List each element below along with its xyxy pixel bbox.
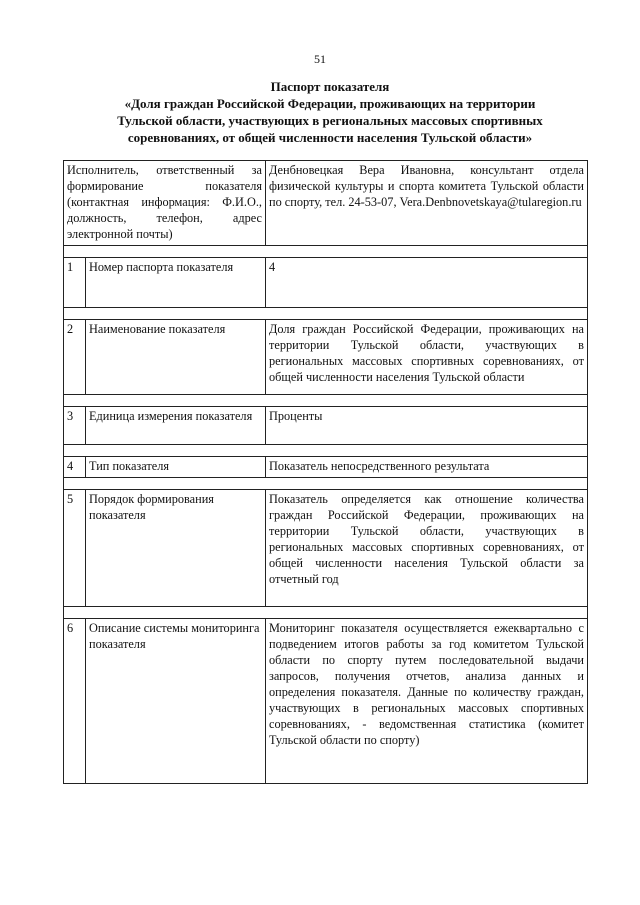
row-value: Показатель определяется как отношение количества граждан Российской Федерации, проживающих на территории Тульской области, участвующих в региональных массовых спортивных соревнованиях, от общей численности населения Тульской области за отчетный год — [266, 490, 588, 607]
table-row — [64, 490, 588, 607]
title-line: соревнованиях, от общей численности населения Тульской области» — [127, 130, 533, 145]
row-separator — [64, 246, 588, 258]
table-row — [64, 258, 588, 308]
title-line: Тульской области, участвующих в региональных массовых спортивных — [117, 113, 543, 128]
row-number: 1 — [64, 258, 86, 308]
executor-label: Исполнитель, ответственный за формирование показателя (контактная информация: Ф.И.О., должность, телефон, адрес электронной почты) — [64, 161, 266, 246]
row-value: Мониторинг показателя осуществляется ежеквартально с подведением итогов работы за год комитетом Тульской области по спорту путем последовательной выдачи запросов, получения отчетов, анализа данных и определения показателя. Данные по количеству граждан, участвующих в региональных массовых спортивных соревнованиях, - ведомственная статистика (комитет Тульской области по спорту) — [266, 619, 588, 784]
page-number: 51 — [314, 52, 326, 66]
row-value: Проценты — [266, 407, 588, 445]
row-value: Показатель непосредственного результата — [266, 457, 588, 478]
row-separator — [64, 395, 588, 407]
table-row — [64, 407, 588, 445]
row-label: Номер паспорта показателя — [86, 258, 266, 308]
row-label: Порядок формирования показателя — [86, 490, 266, 607]
row-label: Наименование показателя — [86, 320, 266, 395]
table-row — [64, 457, 588, 478]
document-title — [70, 78, 590, 146]
row-number: 3 — [64, 407, 86, 445]
title-line: Паспорт показателя — [270, 79, 390, 94]
row-separator — [64, 445, 588, 457]
row-number: 2 — [64, 320, 86, 395]
table-row-executor — [64, 161, 588, 246]
row-label: Описание системы мониторинга показателя — [86, 619, 266, 784]
table-row — [64, 619, 588, 784]
row-separator — [64, 607, 588, 619]
row-separator — [64, 308, 588, 320]
table-row — [64, 320, 588, 395]
row-value: Доля граждан Российской Федерации, проживающих на территории Тульской области, участвующих в региональных массовых спортивных соревнованиях, от общей численности населения Тульской области — [266, 320, 588, 395]
row-separator — [64, 478, 588, 490]
executor-value: Денбновецкая Вера Ивановна, консультант отдела физической культуры и спорта комитета Тульской области по спорту, тел. 24-53-07, Vera.Denbnovetskaya@tularegion.ru — [266, 161, 588, 246]
indicator-passport-table — [63, 160, 588, 784]
row-label: Единица измерения показателя — [86, 407, 266, 445]
row-number: 5 — [64, 490, 86, 607]
row-number: 4 — [64, 457, 86, 478]
row-number: 6 — [64, 619, 86, 784]
row-label: Тип показателя — [86, 457, 266, 478]
row-value: 4 — [266, 258, 588, 308]
title-line: «Доля граждан Российской Федерации, проживающих на территории — [124, 96, 536, 111]
